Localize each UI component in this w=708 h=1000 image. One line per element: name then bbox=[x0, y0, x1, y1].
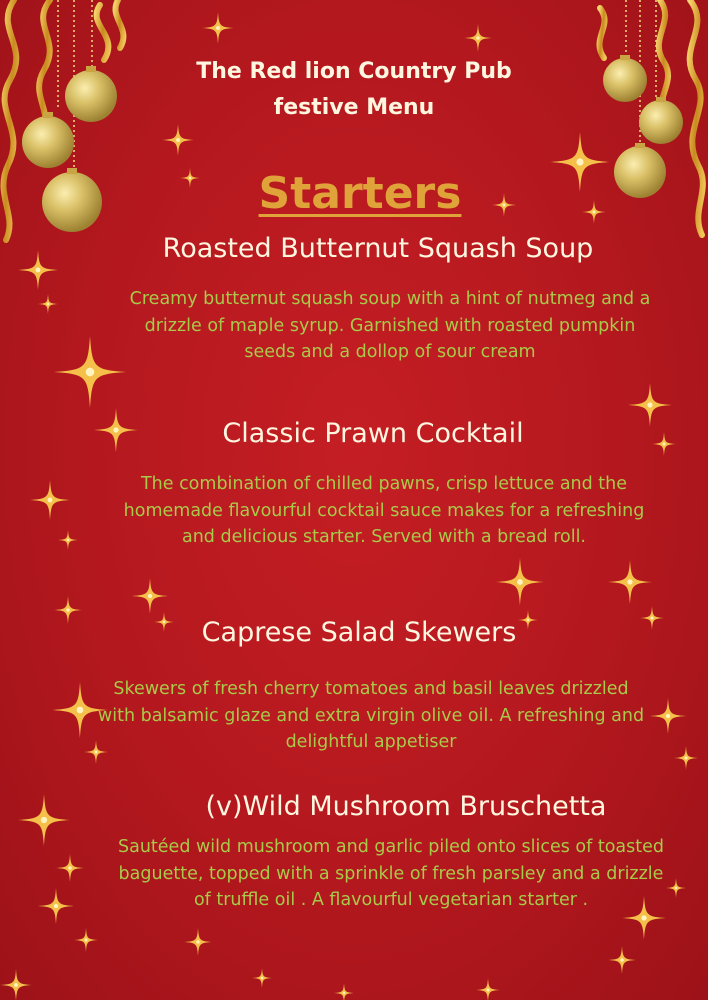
dish-name-4: (v)Wild Mushroom Bruschetta bbox=[205, 791, 607, 822]
dish-description-2: The combination of chilled pawns, crisp lettuce and the homemade flavourful cocktail sauce makes for a refreshing and delicious starter. Served with a bread roll. bbox=[123, 474, 645, 547]
dish-description-1: Creamy butternut squash soup with a hint of nutmeg and a drizzle of maple syrup. Garnished with roasted pumpkin seeds and a dollop of sour cream bbox=[129, 289, 651, 362]
dish-name-3: Caprese Salad Skewers bbox=[201, 617, 517, 648]
dish-name-2: Classic Prawn Cocktail bbox=[222, 418, 524, 449]
section-title: Starters bbox=[258, 168, 462, 219]
menu-subtitle: festive Menu bbox=[273, 95, 435, 120]
dish-description-4: Sautéed wild mushroom and garlic piled onto slices of toasted baguette, topped with a sprinkle of fresh parsley and a drizzle of truffle oil . A flavourful vegetarian starter . bbox=[118, 837, 664, 910]
dish-description-3: Skewers of fresh cherry tomatoes and basil leaves drizzled with balsamic glaze and extra virgin olive oil. A refreshing and delightful appetiser bbox=[97, 679, 645, 752]
dish-name-1: Roasted Butternut Squash Soup bbox=[162, 233, 594, 264]
pub-name: The Red lion Country Pub bbox=[196, 59, 512, 84]
